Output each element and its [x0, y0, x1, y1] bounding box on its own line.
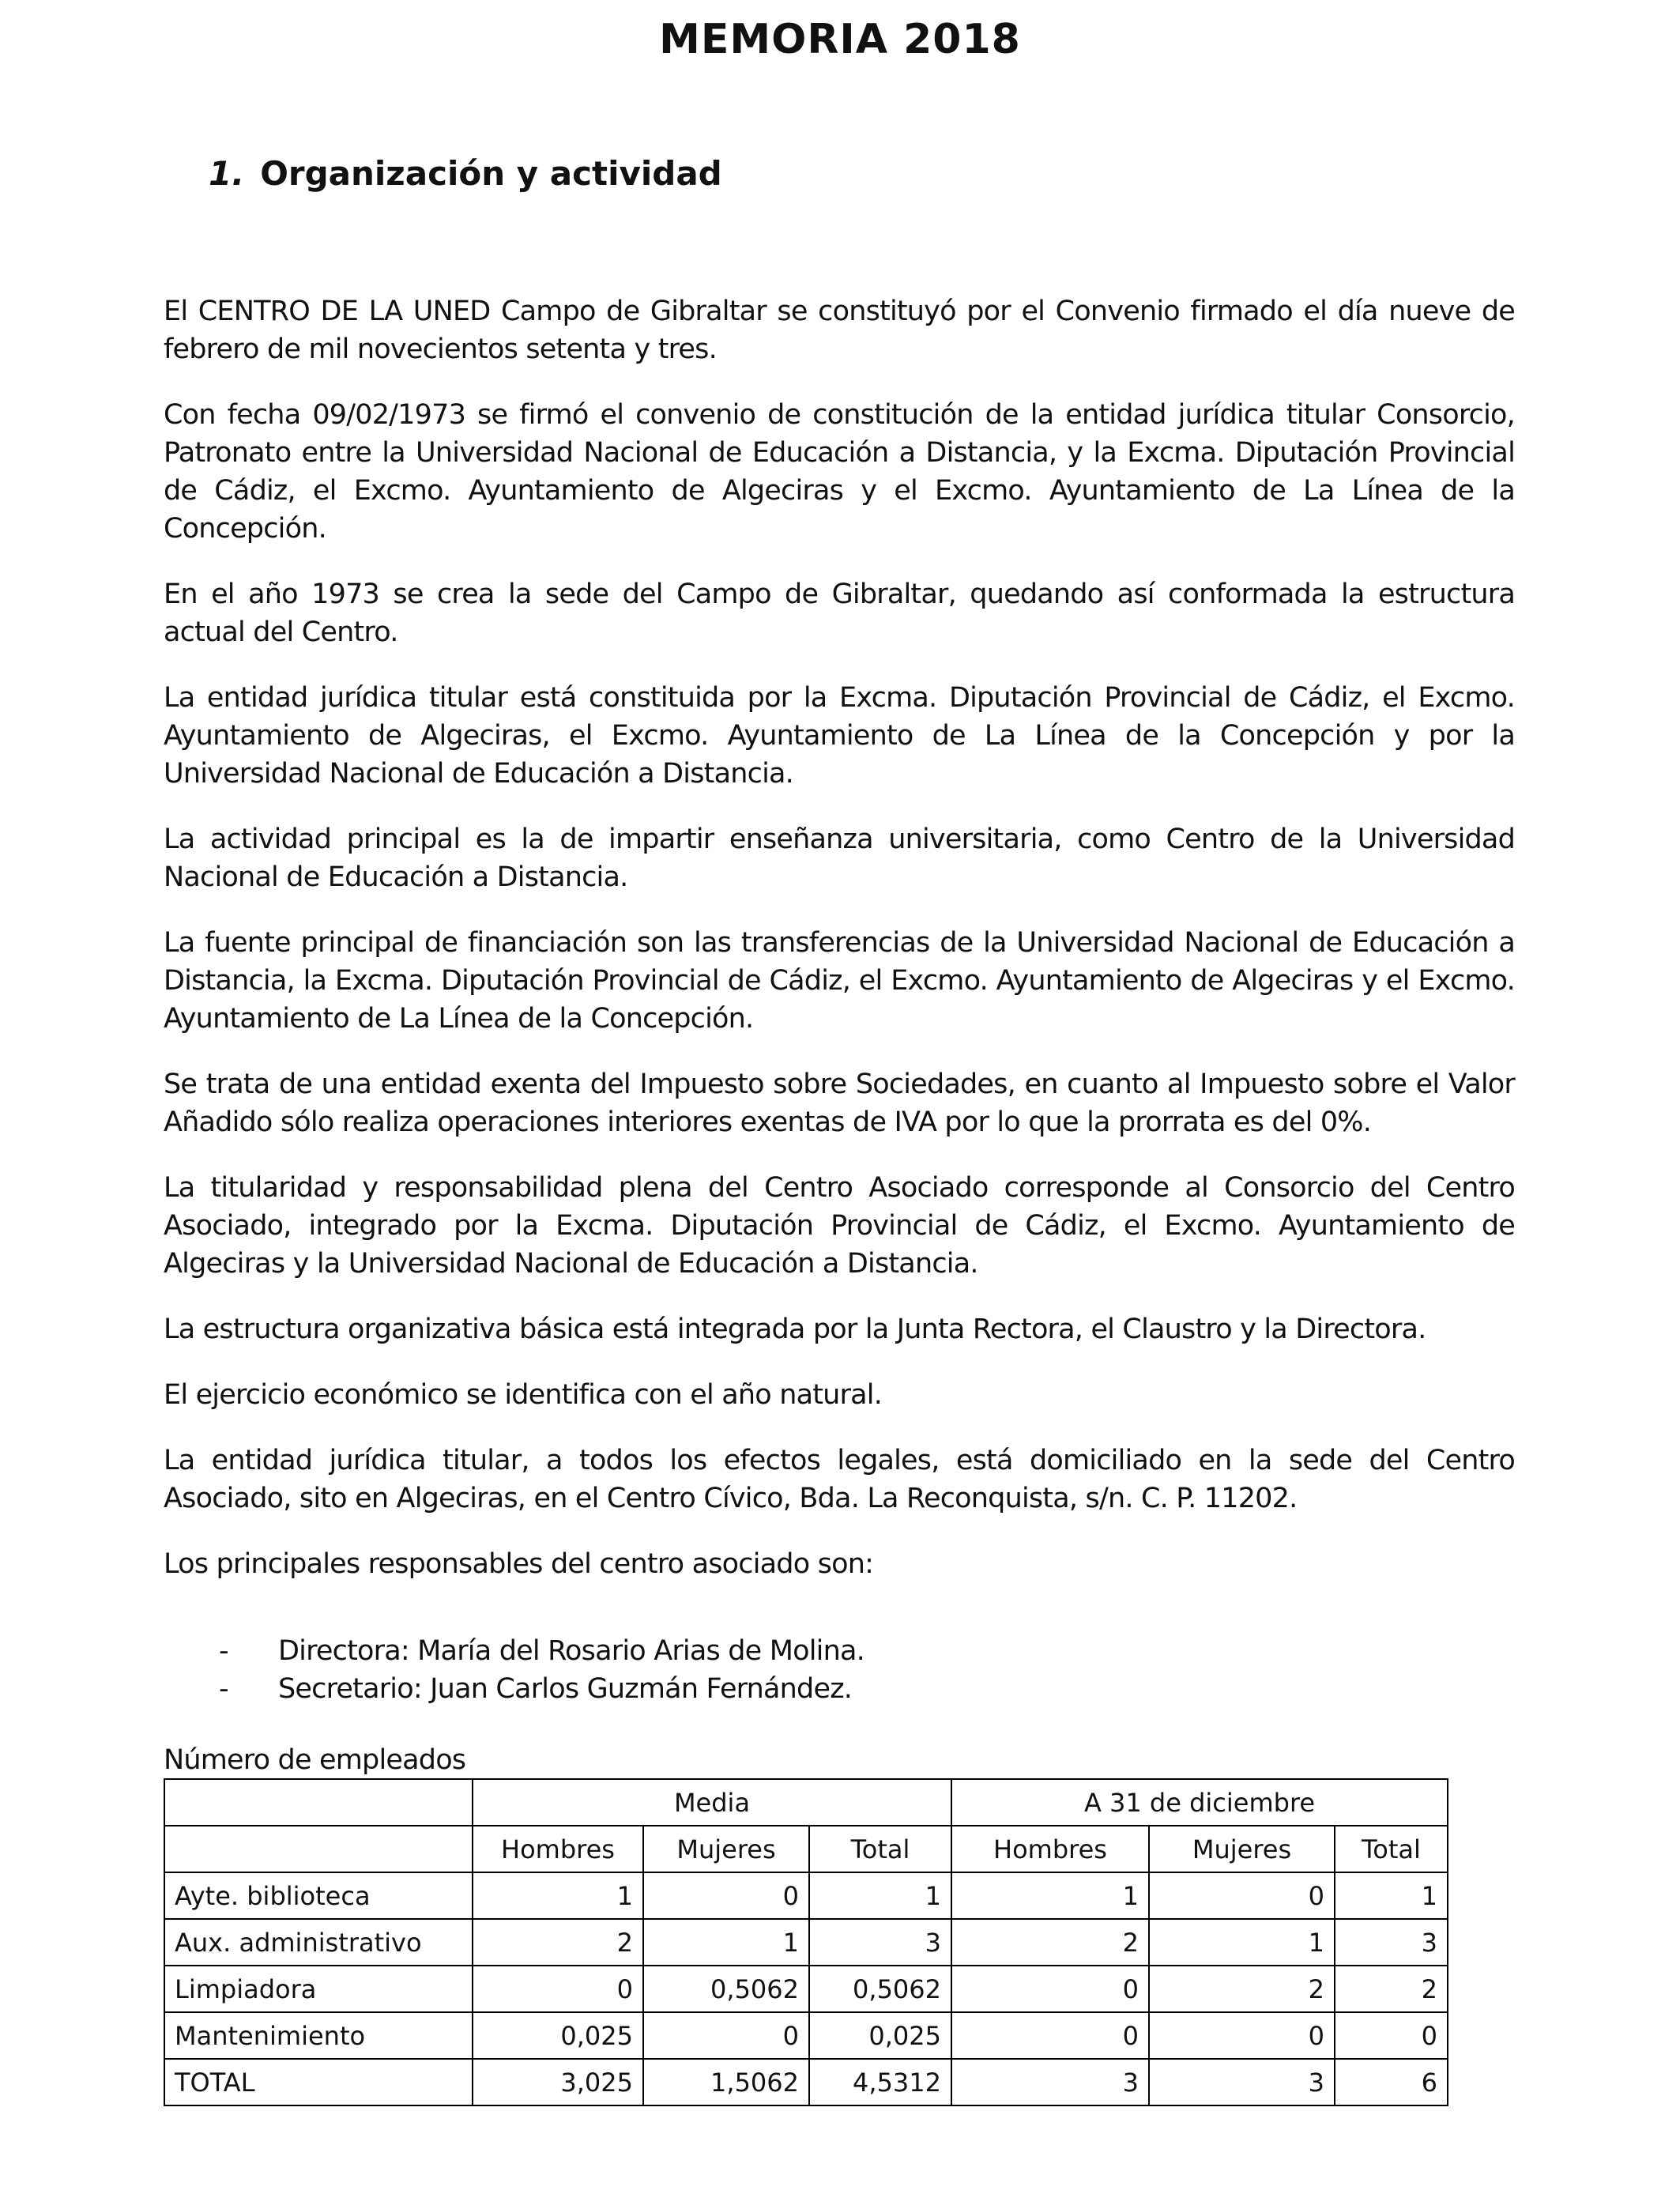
list-item-text: Secretario: Juan Carlos Guzmán Fernández. — [278, 1673, 853, 1705]
section-heading-text: Organización y actividad — [260, 154, 722, 193]
list-item — [219, 1670, 864, 1708]
table-row-label: Aux. administrativo — [164, 1919, 473, 1966]
table-cell: 0 — [1149, 2012, 1335, 2059]
list-dash: - — [219, 1673, 228, 1705]
table-cell: 2 — [1149, 1966, 1335, 2012]
table-row-label: TOTAL — [164, 2059, 473, 2105]
list-item — [219, 1632, 864, 1670]
table-total-row — [164, 2059, 1448, 2105]
table-row — [164, 1872, 1448, 1919]
paragraph: La entidad jurídica titular, a todos los efectos legales, está domiciliado en la sede del Centro Asociado, sito en Algeciras, en el Centro Cívico, Bda. La Reconquista, s/n. C. P. 11202. — [164, 1445, 1515, 1514]
table-subheader: Mujeres — [643, 1826, 809, 1872]
paragraph: El ejercicio económico se identifica con el año natural. — [164, 1379, 883, 1411]
table-cell: 1 — [1149, 1919, 1335, 1966]
table-cell: 0 — [643, 2012, 809, 2059]
table-header-row — [164, 1779, 1448, 1826]
table-subheader: Mujeres — [1149, 1826, 1335, 1872]
page-title: MEMORIA 2018 — [659, 16, 1021, 63]
table-cell: 0,5062 — [643, 1966, 809, 2012]
table-subheader: Total — [1335, 1826, 1448, 1872]
table-cell: 1 — [1335, 1872, 1448, 1919]
table-subheader-row — [164, 1826, 1448, 1872]
table-cell: 3 — [1149, 2059, 1335, 2105]
section-number: 1. — [209, 154, 245, 193]
table-header-blank — [164, 1779, 473, 1826]
table-cell: 0,025 — [809, 2012, 951, 2059]
table-cell: 1 — [951, 1872, 1149, 1919]
table-row — [164, 1966, 1448, 2012]
table-cell: 3 — [1335, 1919, 1448, 1966]
table-subheader: Hombres — [473, 1826, 643, 1872]
body-text — [164, 292, 1515, 1607]
paragraph: En el año 1973 se crea la sede del Campo de Gibraltar, quedando así conformada la estructura actual del Centro. — [164, 579, 1515, 648]
table-cell: 1,5062 — [643, 2059, 809, 2105]
list-dash: - — [219, 1635, 228, 1667]
table-cell: 2 — [1335, 1966, 1448, 2012]
paragraph: Se trata de una entidad exenta del Impuesto sobre Sociedades, en cuanto al Impuesto sobre el Valor Añadido sólo realiza operaciones interiores exentas de IVA por lo que la prorrata es del 0%. — [164, 1069, 1515, 1138]
table-group-header: Media — [473, 1779, 951, 1826]
table-row-label: Ayte. biblioteca — [164, 1872, 473, 1919]
table-row — [164, 1919, 1448, 1966]
table-cell: 0 — [643, 1872, 809, 1919]
paragraph: La entidad jurídica titular está constituida por la Excma. Diputación Provincial de Cádiz, el Excmo. Ayuntamiento de Algeciras, el Excmo. Ayuntamiento de La Línea de la Concepción y por la Universidad Nacional de Educación a Distancia. — [164, 682, 1515, 790]
table-cell: 0 — [951, 2012, 1149, 2059]
table-cell: 0 — [473, 1966, 643, 2012]
table-cell: 2 — [951, 1919, 1149, 1966]
table-cell: 0 — [951, 1966, 1149, 2012]
table-cell: 0,025 — [473, 2012, 643, 2059]
table-row — [164, 2012, 1448, 2059]
table-cell: 3,025 — [473, 2059, 643, 2105]
table-subheader: Hombres — [951, 1826, 1149, 1872]
paragraph: La fuente principal de financiación son las transferencias de la Universidad Nacional de Educación a Distancia, la Excma. Diputación Provincial de Cádiz, el Excmo. Ayuntamiento de Algeciras y el Excmo. Ayuntamiento de La Línea de la Concepción. — [164, 927, 1515, 1035]
table-group-header: A 31 de diciembre — [951, 1779, 1448, 1826]
table-cell: 2 — [473, 1919, 643, 1966]
paragraph: La estructura organizativa básica está integrada por la Junta Rectora, el Claustro y la Directora. — [164, 1314, 1426, 1345]
table-cell: 0,5062 — [809, 1966, 951, 2012]
table-cell: 3 — [809, 1919, 951, 1966]
table-subheader: Total — [809, 1826, 951, 1872]
paragraph: El CENTRO DE LA UNED Campo de Gibraltar se constituyó por el Convenio firmado el día nueve de febrero de mil novecientos setenta y tres. — [164, 296, 1515, 365]
paragraph: La actividad principal es la de impartir enseñanza universitaria, como Centro de la Universidad Nacional de Educación a Distancia. — [164, 824, 1515, 893]
table-row-label: Mantenimiento — [164, 2012, 473, 2059]
table-cell: 1 — [473, 1872, 643, 1919]
table-cell: 1 — [809, 1872, 951, 1919]
responsables-list — [219, 1632, 864, 1708]
table-cell: 0 — [1335, 2012, 1448, 2059]
list-item-text: Directora: María del Rosario Arias de Molina. — [278, 1635, 864, 1667]
table-cell: 3 — [951, 2059, 1149, 2105]
paragraph: Con fecha 09/02/1973 se firmó el convenio de constitución de la entidad jurídica titular Consorcio, Patronato entre la Universidad Nacional de Educación a Distancia, y la Excma. Diputación Provincial de Cádiz, el Excmo. Ayuntamiento de Algeciras y el Excmo. Ayuntamiento de La Línea de la Concepción. — [164, 399, 1515, 545]
table-header-blank — [164, 1826, 473, 1872]
table-row-label: Limpiadora — [164, 1966, 473, 2012]
paragraph: Los principales responsables del centro asociado son: — [164, 1548, 874, 1580]
table-cell: 1 — [643, 1919, 809, 1966]
paragraph: La titularidad y responsabilidad plena del Centro Asociado corresponde al Consorcio del Centro Asociado, integrado por la Excma. Diputación Provincial de Cádiz, el Excmo. Ayuntamiento de Algeciras y la Universidad Nacional de Educación a Distancia. — [164, 1172, 1515, 1280]
table-cell: 0 — [1149, 1872, 1335, 1919]
table-cell: 4,5312 — [809, 2059, 951, 2105]
employees-table — [164, 1778, 1448, 2106]
section-heading — [209, 150, 722, 198]
table-cell: 6 — [1335, 2059, 1448, 2105]
table-caption: Número de empleados — [164, 1744, 466, 1776]
